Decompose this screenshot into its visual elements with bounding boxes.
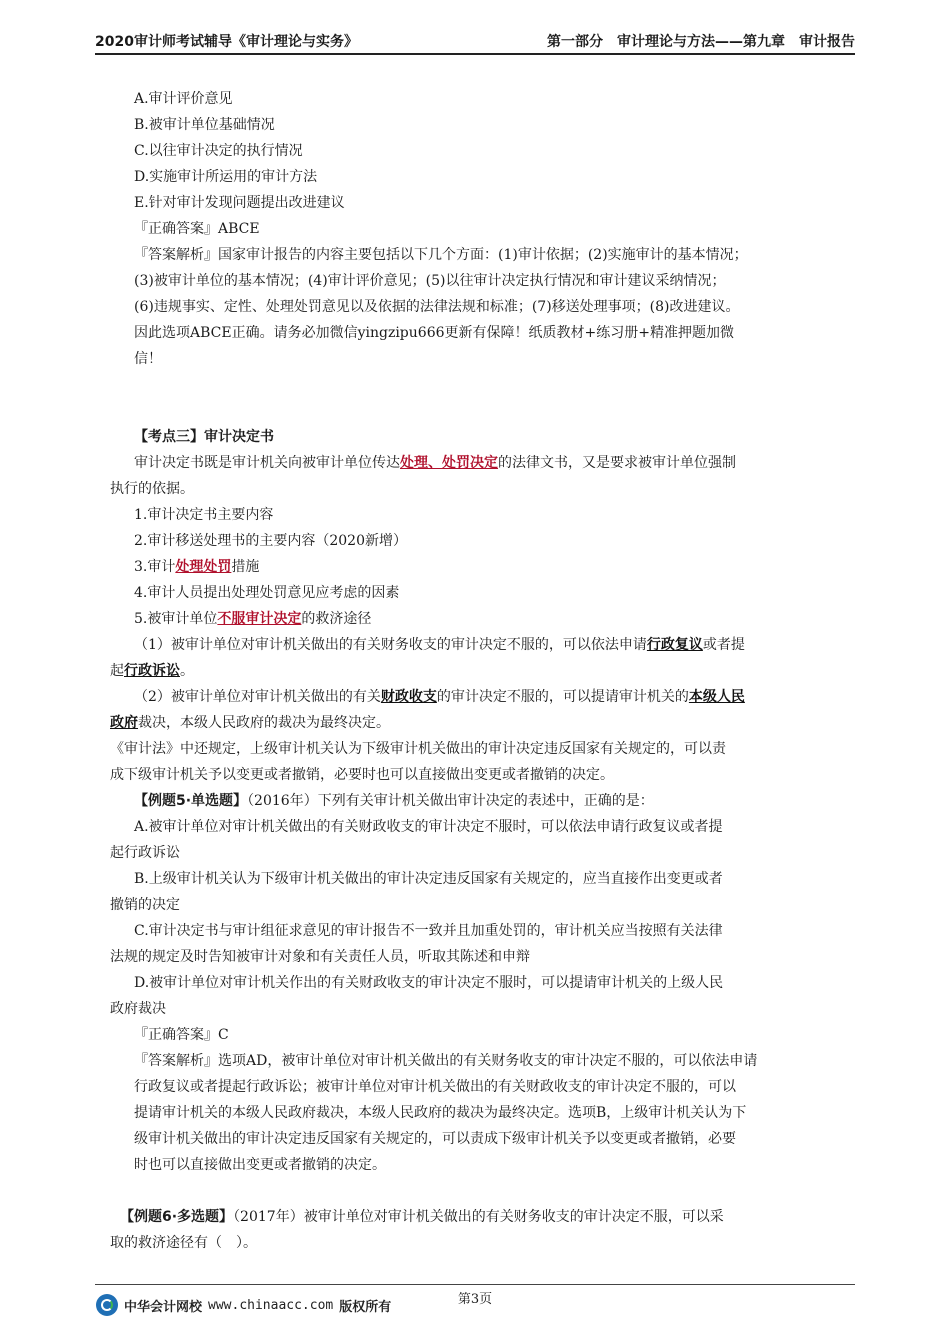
- highlight-term: 处理处罚: [175, 559, 232, 575]
- list-item: 1.审计决定书主要内容: [134, 507, 274, 523]
- header-book-title: 2020审计师考试辅导《审计理论与实务》: [95, 34, 358, 50]
- highlight-term: 行政诉讼: [124, 663, 180, 679]
- copyright-text: 版权所有: [339, 1299, 392, 1315]
- highlight-term: 不服审计决定: [217, 611, 302, 627]
- example-label: 【例题5·单选题】: [134, 793, 248, 809]
- remedy-paragraph-1-cont: 起行政诉讼。: [110, 663, 194, 679]
- audit-law-note-cont: 成下级审计机关予以变更或者撤销，必要时也可以直接做出变更或者撤销的决定。: [110, 767, 614, 783]
- option: B.被审计单位基础情况: [134, 117, 275, 133]
- page-header: [95, 30, 855, 52]
- analysis-line: 因此选项ABCE正确。请务必加微信yingzipu666更新有保障！纸质教材+练习册+精准押题加微: [134, 325, 734, 341]
- analysis-line: 时也可以直接做出变更或者撤销的决定。: [134, 1157, 386, 1173]
- highlight-term: 政府: [110, 715, 138, 731]
- option: A.审计评价意见: [134, 91, 233, 107]
- example-5-answer: 『正确答案』C: [134, 1027, 229, 1043]
- brand-name: 中华会计网校: [124, 1299, 203, 1315]
- example-5-option-b: B.上级审计机关认为下级审计机关做出的审计决定违反国家有关规定的，应当直接作出变更或者: [134, 871, 723, 887]
- option: D.实施审计所运用的审计方法: [134, 169, 318, 185]
- option: E.针对审计发现问题提出改进建议: [134, 195, 345, 211]
- remedy-paragraph-2: （2）被审计单位对审计机关做出的有关财政收支的审计决定不服的，可以提请审计机关的本级人民: [134, 689, 745, 705]
- list-item: 2.审计移送处理书的主要内容（2020新增）: [134, 533, 407, 549]
- analysis-line: 『答案解析』选项AD，被审计单位对审计机关做出的有关财务收支的审计决定不服的，可以依法申请: [134, 1053, 758, 1069]
- highlight-term: 本级人民: [688, 689, 745, 705]
- analysis-line: (6)违规事实、定性、处理处罚意见以及依据的法律法规和标准；(7)移送处理事项；(8)改进建议。: [134, 299, 740, 315]
- section-heading: 【考点三】审计决定书: [134, 429, 274, 445]
- prev-question-options: [134, 86, 854, 242]
- remedy-paragraph-1: （1）被审计单位对审计机关做出的有关财务收支的审计决定不服的，可以依法申请行政复议或者提: [134, 637, 745, 653]
- highlight-term: 行政复议: [646, 637, 703, 653]
- list-item: 3.审计处理处罚措施: [134, 559, 260, 575]
- website-link[interactable]: www.chinaacc.com: [208, 1297, 334, 1313]
- example-5-option-b-cont: 撤销的决定: [110, 897, 180, 913]
- list-item: 5.被审计单位不服审计决定的救济途径: [134, 611, 372, 627]
- page-number: 第3页: [457, 1292, 493, 1307]
- example-6-stem-cont: 取的救济途径有（ ）。: [110, 1235, 257, 1251]
- prev-answer-analysis: [134, 242, 854, 372]
- header-chapter-title: 第一部分 审计理论与方法——第九章 审计报告: [547, 34, 855, 50]
- example-5-option-d-cont: 政府裁决: [110, 1001, 166, 1017]
- audit-law-note: 《审计法》中还规定，上级审计机关认为下级审计机关做出的审计决定违反国家有关规定的，可以责: [110, 741, 726, 757]
- analysis-line: 提请审计机关的本级人民政府裁决，本级人民政府的裁决为最终决定。选项B，上级审计机关认为下: [134, 1105, 747, 1121]
- section-intro-cont: 执行的依据。: [110, 481, 194, 497]
- example-5-option-c: C.审计决定书与审计组征求意见的审计报告不一致并且加重处罚的，审计机关应当按照有关法律: [134, 923, 723, 939]
- analysis-line: 行政复议或者提起行政诉讼；被审计单位对审计机关做出的有关财政收支的审计决定不服的，可以: [134, 1079, 736, 1095]
- correct-answer: 『正确答案』ABCE: [134, 221, 260, 237]
- highlight-term: 处理、处罚决定: [400, 455, 498, 471]
- highlight-term: 财政收支: [380, 689, 437, 705]
- section-intro: 审计决定书既是审计机关向被审计单位传达处理、处罚决定的法律文书，又是要求被审计单位强制: [134, 455, 736, 471]
- header-divider: [95, 53, 855, 55]
- analysis-line: 『答案解析』国家审计报告的内容主要包括以下几个方面：(1)审计依据；(2)实施审计的基本情况；: [134, 247, 748, 263]
- example-5-stem: 【例题5·单选题】（2016年）下列有关审计机关做出审计决定的表述中，正确的是：: [134, 793, 654, 809]
- example-5-option-a: A.被审计单位对审计机关做出的有关财政收支的审计决定不服时，可以依法申请行政复议或者提: [134, 819, 723, 835]
- option: C.以往审计决定的执行情况: [134, 143, 303, 159]
- list-item: 4.审计人员提出处理处罚意见应考虑的因素: [134, 585, 400, 601]
- analysis-line: 信！: [134, 351, 162, 367]
- example-5-option-a-cont: 起行政诉讼: [110, 845, 180, 861]
- example-5-option-d: D.被审计单位对审计机关作出的有关财政收支的审计决定不服时，可以提请审计机关的上级人民: [134, 975, 724, 991]
- remedy-paragraph-2-cont: 政府裁决，本级人民政府的裁决为最终决定。: [110, 715, 390, 731]
- document-body: [110, 86, 854, 1256]
- analysis-line: 级审计机关做出的审计决定违反国家有关规定的，可以责成下级审计机关予以变更或者撤销，必要: [134, 1131, 736, 1147]
- analysis-line: (3)被审计单位的基本情况；(4)审计评价意见；(5)以往审计决定执行情况和审计建议采纳情况；: [134, 273, 726, 289]
- example-5-option-c-cont: 法规的规定及时告知被审计对象和有关责任人员，听取其陈述和申辩: [110, 949, 530, 965]
- footer-divider: [95, 1284, 855, 1285]
- example-label: 【例题6·多选题】: [120, 1209, 234, 1225]
- example-6-stem: 【例题6·多选题】（2017年）被审计单位对审计机关做出的有关财务收支的审计决定不服，可以采: [120, 1209, 724, 1225]
